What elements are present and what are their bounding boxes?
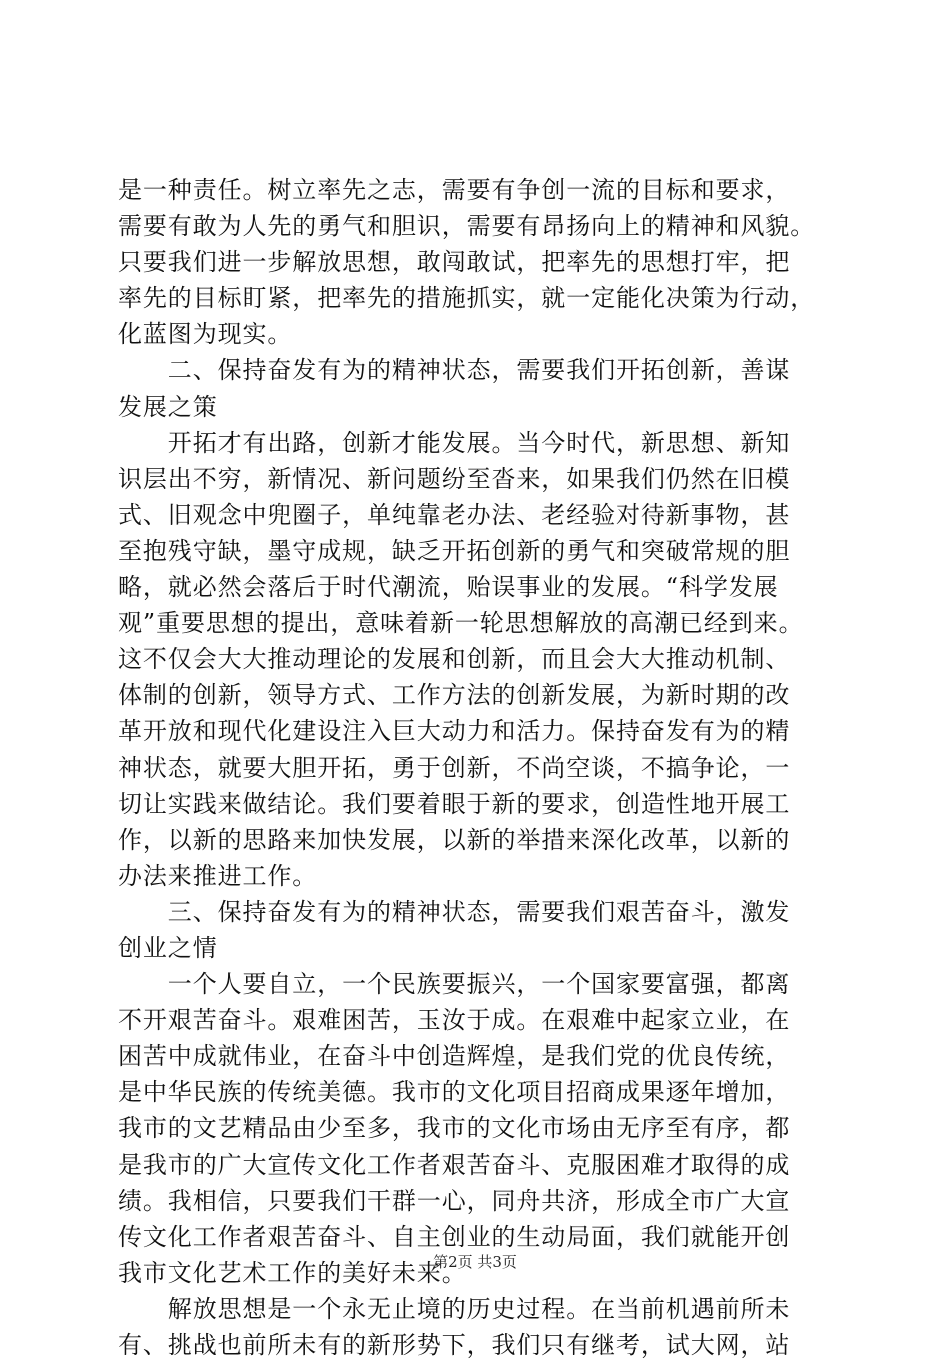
text-line: 办法来推进工作。 xyxy=(118,861,318,890)
text-line: 是我市的广大宣传文化工作者艰苦奋斗、克服困难才取得的成 xyxy=(118,1150,791,1179)
text-line: 是中华民族的传统美德。我市的文化项目招商成果逐年增加， xyxy=(118,1078,791,1107)
text-line: 是一种责任。树立率先之志，需要有争创一流的目标和要求， xyxy=(118,176,791,204)
text-line: 革开放和现代化建设注入巨大动力和活力。保持奋发有为的精 xyxy=(118,717,791,746)
text-line: 观”重要思想的提出，意味着新一轮思想解放的高潮已经到来。 xyxy=(118,609,804,638)
text-line: 率先的目标盯紧，把率先的措施抓实，就一定能化决策为行动， xyxy=(118,284,816,313)
text-line: 只要我们进一步解放思想，敢闯敢试，把率先的思想打牢，把 xyxy=(118,248,791,277)
page-footer: 第2页 共3页 xyxy=(433,1253,517,1271)
section-heading-line: 创业之情 xyxy=(118,933,218,962)
text-line: 体制的创新，领导方式、工作方法的创新发展，为新时期的改 xyxy=(118,681,791,710)
section-heading-line: 二、保持奋发有为的精神状态，需要我们开拓创新，善谋 xyxy=(118,356,791,385)
body-text xyxy=(118,172,858,1363)
section-heading-line: 三、保持奋发有为的精神状态，需要我们艰苦奋斗，激发 xyxy=(118,897,791,926)
text-line: 神状态，就要大胆开拓，勇于创新，不尚空谈，不搞争论，一 xyxy=(118,753,791,782)
text-line: 至抱残守缺，墨守成规，缺乏开拓创新的勇气和突破常规的胆 xyxy=(118,536,791,565)
text-line: 识层出不穷，新情况、新问题纷至沓来，如果我们仍然在旧模 xyxy=(118,464,791,493)
text-line: 略，就必然会落后于时代潮流，贻误事业的发展。“科学发展 xyxy=(118,573,779,602)
text-line: 化蓝图为现实。 xyxy=(118,320,293,349)
text-line: 需要有敢为人先的勇气和胆识，需要有昂扬向上的精神和风貌。 xyxy=(118,212,816,241)
section-heading-line: 发展之策 xyxy=(118,392,218,421)
text-line: 作，以新的思路来加快发展，以新的举措来深化改革，以新的 xyxy=(118,825,791,854)
text-line: 一个人要自立，一个民族要振兴，一个国家要富强，都离 xyxy=(118,970,791,999)
text-line: 传文化工作者艰苦奋斗、自主创业的生动局面，我们就能开创 xyxy=(118,1222,791,1251)
text-line: 不开艰苦奋斗。艰难困苦，玉汝于成。在艰难中起家立业，在 xyxy=(118,1006,791,1035)
text-line: 绩。我相信，只要我们干群一心，同舟共济，形成全市广大宣 xyxy=(118,1186,791,1215)
text-line: 开拓才有出路，创新才能发展。当今时代，新思想、新知 xyxy=(118,428,791,457)
text-line: 有、挑战也前所未有的新形势下，我们只有继考，试大网，站 xyxy=(118,1331,791,1359)
text-line: 切让实践来做结论。我们要着眼于新的要求，创造性地开展工 xyxy=(118,789,791,818)
text-line: 式、旧观念中兜圈子，单纯靠老办法、老经验对待新事物，甚 xyxy=(118,500,791,529)
text-line: 我市的文艺精品由少至多，我市的文化市场由无序至有序，都 xyxy=(118,1114,791,1143)
text-line: 这不仅会大大推动理论的发展和创新，而且会大大推动机制、 xyxy=(118,645,791,674)
text-line: 困苦中成就伟业，在奋斗中创造辉煌，是我们党的优良传统， xyxy=(118,1042,791,1071)
text-line: 我市文化艺术工作的美好未来。 xyxy=(118,1258,467,1287)
text-line: 解放思想是一个永无止境的历史过程。在当前机遇前所未 xyxy=(118,1294,791,1323)
